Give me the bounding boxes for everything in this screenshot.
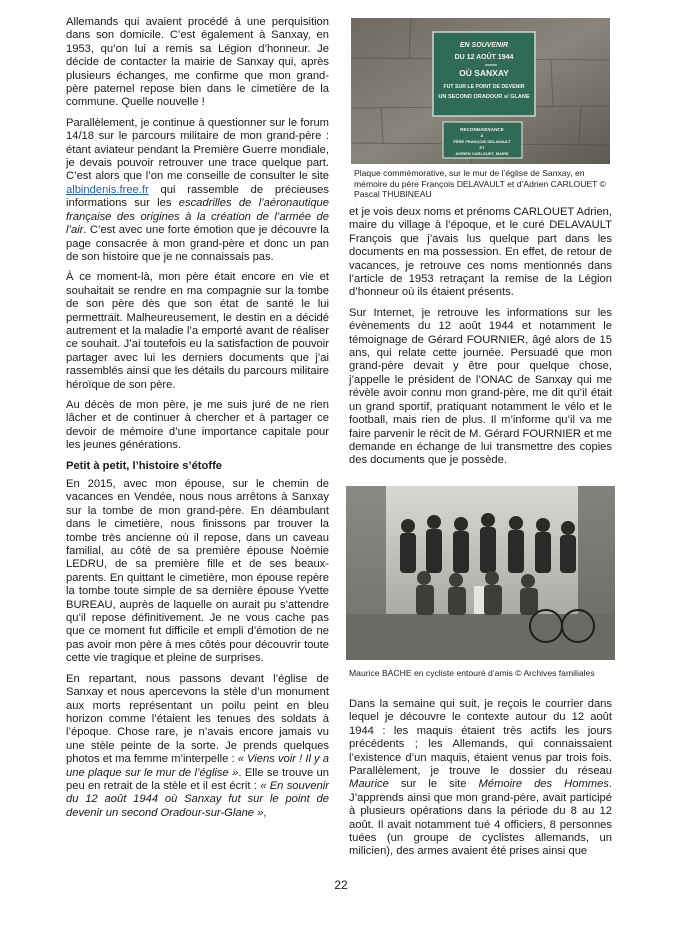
- cyclists-caption: Maurice BACHE en cycliste entouré d’amis © Archives familiales: [349, 668, 595, 678]
- text-run: . J’apprends ainsi que mon grand-père, avait participé à plusieurs opérations dans la période du 8 au 12 août. Il avait notamment tué 4 officiers, 8 personnes tuées (un groupe de cyclistes allemands, un milicien), des armes avaient été prises ainsi que: [349, 778, 613, 858]
- paragraph: et je vois deux noms et prénoms CARLOUET Adrien, maire du village à l’époque, et le curé DELAVAULT François que j’avais lus quelque part dans les documents en ma possession. En effet, de retour de vacances, je retrouve ces noms mentionnés dans l’article de 1953 retraçant la remise de la Légion d’honneur où ils étaient présents.: [349, 206, 612, 299]
- text-run: . Elle se trouve un peu en retrait de la stèle et il est écrit :: [66, 766, 329, 792]
- plaque-small-text: RECONNAISSANCE: [460, 127, 504, 132]
- plaque-photo-illustration: [351, 18, 610, 164]
- paragraph: Allemands qui avaient procédé à une perquisition dans son domicile. C’est également à Sanxay, en 1953, qu’on lui a remis sa Légion d’honneur. Je décide de contacter la mairie de Sanxay qui, après plusieurs échanges, me confirme que mon grand-père paternel repose bien dans le cimetière de la commune. Quelle nouvelle !: [66, 16, 329, 109]
- plaque-small-text: À: [480, 133, 484, 138]
- plaque-small-text: ET: [479, 145, 485, 150]
- cyclists-photo: [346, 486, 615, 660]
- left-column: [66, 16, 329, 827]
- text-run: qui rassemble de précieuses informations sur les: [66, 183, 329, 210]
- paragraph: [66, 673, 329, 820]
- plaque-text-line: UN SECOND ORADOUR s/ GLANE: [438, 94, 530, 100]
- italic-text: Maurice: [349, 778, 389, 791]
- section-heading: Petit à petit, l’histoire s’étoffe: [66, 459, 223, 472]
- italic-quote: « En souvenir du 12 août 1944 où Sanxay fut sur le point de devenir un second Oradour-sur-Glane »: [66, 779, 329, 819]
- paragraph: En 2015, avec mon épouse, sur le chemin de vacances en Vendée, nous nous arrêtons à Sanxay sur la tombe de mon grand-père. En déambulant dans le cimetière, nous finissons par trouver la tombe très ancienne où il repose, dans un caveau familial, au côté de sa première épouse Noémie LEDRU, de sa première fille et de ses beaux-parents. En quittant le cimetière, mon épouse repère la tombe toute simple de sa dernière épouse Yvette BUREAU, auprès de laquelle on aurait pu s’attendre qu’il repose définitivement. Je ne vous cache pas que ce moment fut difficile et empli d’émotion de ne pas avoir mon père à mes côtés pour découvrir toute cette vie tragique et pleine de surprises.: [66, 478, 329, 665]
- text-run: sur le site: [388, 778, 479, 791]
- italic-text: escadrilles de l’aéronautique française des origines à la création de l’armée de l’air: [66, 197, 329, 237]
- plaque-text-line: OÙ SANXAY: [459, 68, 509, 78]
- paragraph: Sur Internet, je retrouve les informations sur les évènements du 12 août 1944 et notamment le témoignage de Gérard FOURNIER, âgé alors de 15 ans, qui relate cette journée. Persuadé que mon grand-père devait y être pour quelque chose, j’appelle le président de l’ONAC de Sanxay qui me révèle avoir connu mon grand-père, me dit qu’il était un grand sportif, pratiquant notamment le vélo et le football, mais rien de plus. Il m’informe qu’il va me faire parvenir le récit de M. Gérard FOURNIER et me demande en échange de lui transmettre des copies des documents que je possède.: [349, 306, 612, 467]
- plaque-small-text: ADRIEN CARLOUET, MAIRE: [455, 151, 509, 156]
- plaque-small-text: PÈRE FRANÇOIS DELAVAULT: [453, 139, 511, 144]
- text-run: ,: [263, 806, 267, 819]
- plaque-text-line: EN SOUVENIR: [459, 42, 509, 49]
- text-run: . C’est avec une forte émotion que je découvre la page consacrée à mon grand-père et donc un pan de son histoire que je ne connaissais pas.: [66, 224, 329, 263]
- paragraph: Au décès de mon père, je me suis juré de ne rien lâcher et de continuer à chercher et à partager ce devoir de mémoire d’une importance capitale pour les jeunes générations.: [66, 398, 329, 452]
- right-column-bottom: [349, 698, 612, 866]
- italic-quote: « Viens voir ! Il y a une plaque sur le mur de l’église »: [66, 753, 329, 779]
- plaque-caption: Plaque commémorative, sur le mur de l’église de Sanxay, en mémoire du père François DELAVAULT et d’Adrien CARLOUET © Pascal THUBINEAU: [354, 168, 606, 200]
- plaque-text-line: FUT SUR LE POINT DE DEVENIR: [443, 84, 525, 90]
- website-link[interactable]: albindenis.free.fr: [66, 183, 149, 196]
- plaque-text-line: DU 12 AOÛT 1944: [454, 54, 514, 61]
- page-number: 22: [334, 878, 348, 892]
- text-run: Parallèlement, je continue à questionner sur le forum 14/18 sur le parcours militaire de mon grand-père : étant aviateur pendant la Première Guerre mondiale, je devais pouvoir retrouver une trace quelque part. C’est alors que l’on me conseille de consulter le site: [66, 116, 329, 183]
- right-column-top: [349, 206, 612, 475]
- paragraph: [66, 117, 329, 264]
- text-run: Dans la semaine qui suit, je reçois le courrier dans lequel je découvre le contexte autour du 12 août 1944 : les maquis étaient très actifs les jours précédents ; les Allemands, qui connaissaient l’existence d’un maquis, étaient venus par trois fois. Parallèlement, je trouve le dossier du réseau: [349, 698, 612, 778]
- text-run: En repartant, nous passons devant l’église de Sanxay et nous apercevons la stèle d’un monument aux morts représentant un poilu peint en bleu horizon comme l’étaient les tenues des soldats à l’époque. Chose rare, je n’avais encore jamais vu une stèle peinte de la sorte. Je prends quelques photos et ma femme m’interpelle :: [66, 672, 329, 766]
- paragraph: [349, 698, 612, 859]
- cyclists-photo-illustration: [346, 486, 615, 660]
- paragraph: À ce moment-là, mon père était encore en vie et souhaitait se rendre en ma compagnie sur la tombe de son père dès que son état de santé le lui permettrait. Malheureusement, le destin en a décidé autrement et la maladie l’a emporté avant de réaliser ce souhait. J’ai toutefois eu la satisfaction de pouvoir partager avec lui les derniers documents que j’ai rassemblés ainsi que les détails du parcours militaire héroïque de son père.: [66, 271, 329, 391]
- plaque-photo: [351, 18, 610, 164]
- italic-text: Mémoire des Hommes: [478, 778, 609, 791]
